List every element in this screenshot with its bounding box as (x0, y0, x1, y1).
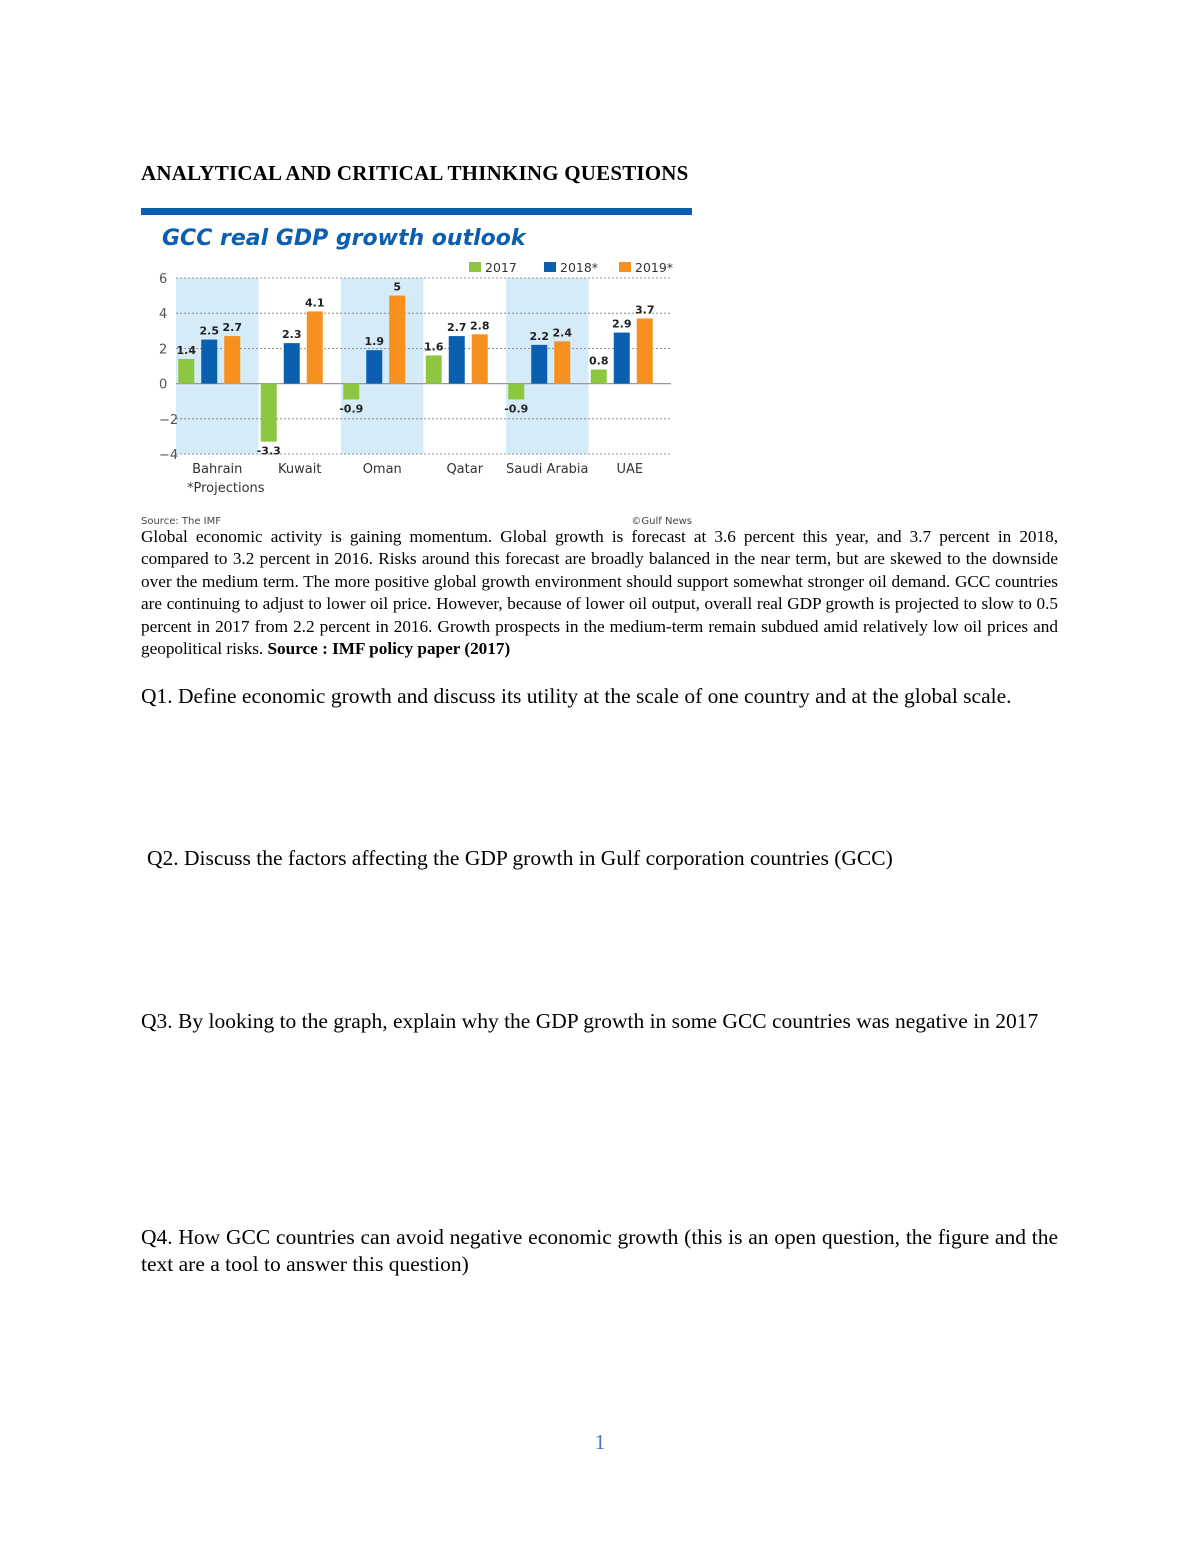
bar (449, 336, 465, 384)
bar-value-label: 2.9 (612, 317, 632, 331)
figure-credit: ©Gulf News (631, 516, 692, 526)
bar-value-label: -3.3 (256, 444, 281, 458)
legend-label: 2019* (635, 260, 674, 275)
bar (284, 343, 300, 383)
bar (637, 318, 653, 383)
y-tick-label: −4 (159, 448, 179, 463)
page-number: 1 (594, 1430, 606, 1454)
y-tick-label: 0 (159, 377, 168, 393)
bar-value-label: 2.7 (447, 321, 467, 335)
bar-value-label: 1.4 (176, 343, 196, 357)
bar-value-label: 5 (393, 280, 402, 294)
question-4: Q4. How GCC countries can avoid negative economic growth (this is an open question, the figure and the text are a tool to answer this question) (141, 1225, 1058, 1276)
question-1: Q1. Define economic growth and discuss its utility at the scale of one country and at the global scale. (141, 684, 1012, 708)
bar (224, 336, 240, 384)
bar (472, 334, 488, 383)
x-category-label: Kuwait (278, 462, 322, 477)
x-category-label: Qatar (446, 462, 484, 477)
x-category-label: Saudi Arabia (506, 462, 589, 477)
bar (508, 384, 524, 400)
question-2: Q2. Discuss the factors affecting the GDP growth in Gulf corporation countries (GCC) (147, 846, 893, 870)
bar-value-label: 4.1 (305, 296, 325, 310)
body-paragraph (141, 526, 1058, 660)
bar-value-label: 2.7 (222, 321, 242, 335)
y-tick-label: 4 (159, 307, 168, 323)
bar (389, 296, 405, 384)
bar (614, 333, 630, 384)
bar (531, 345, 547, 384)
bar-value-label: 2.8 (470, 319, 490, 333)
bar-value-label: 1.9 (364, 335, 384, 349)
gdp-bar-chart (141, 206, 693, 526)
bar (554, 341, 570, 383)
bar-value-label: -0.9 (504, 402, 529, 416)
legend-swatch (619, 262, 631, 272)
figure-source: Source: The IMF (141, 516, 221, 526)
bar (201, 340, 217, 384)
bar-value-label: 2.2 (529, 329, 549, 343)
y-tick-label: −2 (159, 412, 179, 428)
bar-value-label: 2.4 (552, 326, 572, 340)
legend-label: 2017 (485, 260, 517, 275)
bar-value-label: 2.5 (199, 324, 219, 338)
bar (343, 384, 359, 400)
legend-label: 2018* (560, 260, 599, 275)
x-category-label: UAE (616, 462, 644, 477)
bar (426, 355, 442, 383)
y-tick-label: 6 (159, 272, 168, 287)
bar-value-label: 0.8 (589, 354, 609, 368)
bar (178, 359, 194, 384)
bar (366, 350, 382, 383)
bar (261, 384, 277, 442)
projections-footnote: *Projections (187, 481, 265, 496)
question-3: Q3. By looking to the graph, explain why the GDP growth in some GCC countries was negative in 2017 (141, 1009, 1039, 1033)
paragraph-text: Global economic activity is gaining momentum. Global growth is forecast at 3.6 percent this year, and 3.7 percent in 2018, compared to 3.2 percent in 2016. Risks around this forecast are broadly balanced in the near term, but are skewed to the downside over the medium term. The more positive global growth environment should support somewhat stronger oil demand. GCC countries are continuing to adjust to lower oil price. However, because of lower oil output, overall real GDP growth is projected to slow to 0.5 percent in 2017 from 2.2 percent in 2016. Growth prospects in the medium-term remain subdued amid relatively low oil prices and geopolitical risks. (141, 527, 1058, 659)
legend-swatch (469, 262, 481, 272)
y-tick-label: 2 (159, 342, 168, 358)
bar-value-label: 3.7 (635, 303, 655, 317)
bar (307, 311, 323, 383)
x-category-label: Oman (362, 462, 402, 477)
paragraph-source: Source : IMF policy paper (2017) (267, 639, 511, 659)
chart-title: GCC real GDP growth outlook (162, 226, 526, 251)
x-category-label: Bahrain (192, 462, 243, 477)
legend-swatch (544, 262, 556, 272)
bar (591, 370, 607, 384)
page-heading: ANALYTICAL AND CRITICAL THINKING QUESTIONS (141, 161, 689, 185)
figure-header-bar (141, 208, 692, 215)
gdp-chart-figure (141, 206, 693, 526)
bar-value-label: 1.6 (424, 340, 444, 354)
bar-value-label: -0.9 (339, 402, 364, 416)
bar-value-label: 2.3 (282, 328, 302, 342)
